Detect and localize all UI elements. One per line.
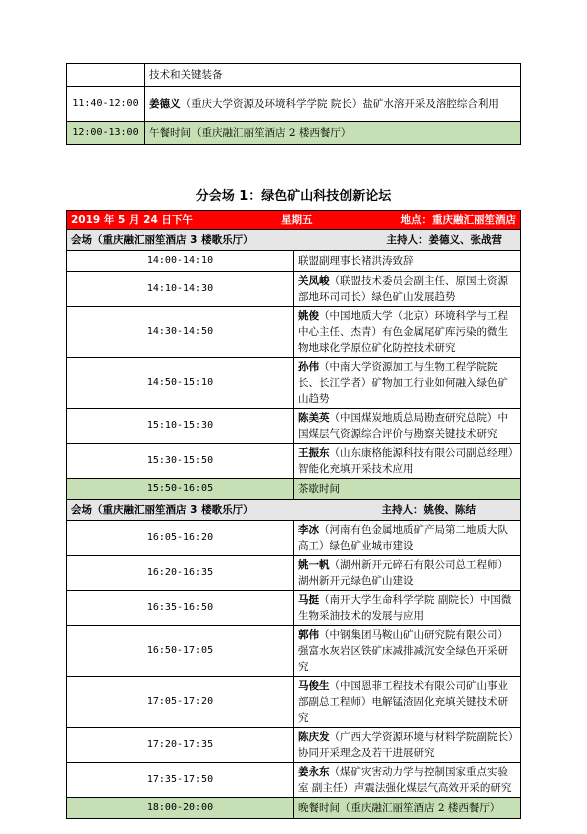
venue-cell	[67, 230, 521, 251]
content-cell	[294, 556, 521, 591]
speaker-name: 关凤峻	[298, 275, 330, 287]
time-cell: 16:20-16:35	[67, 556, 294, 591]
speaker-name: 姜德义	[149, 98, 181, 110]
table-row	[67, 64, 521, 87]
talk-text: （中国地质大学（北京）环境科学与工程中心主任、杰青）有色金属尾矿库污染的微生物地球化学原位矿化防控技术研究	[298, 310, 508, 354]
table-row	[67, 591, 521, 626]
time-cell: 11:40-12:00	[67, 87, 145, 122]
content-cell	[294, 409, 521, 444]
content-cell	[145, 122, 521, 145]
table-row	[67, 479, 521, 500]
talk-text: （联盟技术委员会副主任、原国土资源部地环司司长）绿色矿山发展趋势	[298, 275, 508, 303]
venue-text: 会场（重庆融汇丽笙酒店 3 楼歌乐厅）	[71, 504, 254, 516]
host-text: 主持人：姚俊、陈结	[381, 504, 476, 516]
speaker-name: 孙伟	[298, 361, 319, 373]
time-cell: 17:35-17:50	[67, 763, 294, 798]
content-cell	[294, 798, 521, 819]
speaker-name: 李冰	[298, 524, 319, 536]
speaker-name: 陈美英	[298, 412, 330, 424]
content-cell	[294, 272, 521, 307]
time-cell: 17:05-17:20	[67, 677, 294, 728]
venue-cell	[67, 500, 521, 521]
table-row	[67, 272, 521, 307]
talk-text: （中南大学资源加工与生物工程学院院长、长江学者）矿物加工行业如何融入绿色矿山趋势	[298, 361, 508, 405]
table-row	[67, 556, 521, 591]
forum-schedule-table	[66, 210, 521, 819]
time-cell: 15:50-16:05	[67, 479, 294, 500]
time-cell: 15:10-15:30	[67, 409, 294, 444]
date-header-cell	[67, 211, 521, 230]
content-cell	[145, 64, 521, 87]
talk-text: （中国恩菲工程技术有限公司矿山事业部副总工程师）电解锰渣固化充填关键技术研究	[298, 680, 508, 724]
talk-text: （中钢集团马鞍山矿山研究院有限公司）强富水灰岩区铁矿床减排减沉安全绿色开采研究	[298, 629, 508, 673]
time-cell: 16:50-17:05	[67, 626, 294, 677]
table-row	[67, 251, 521, 272]
content-cell	[294, 677, 521, 728]
speaker-name: 姚俊	[298, 310, 319, 322]
time-cell: 17:20-17:35	[67, 728, 294, 763]
time-cell: 12:00-13:00	[67, 122, 145, 145]
section-title: 分会场 1：绿色矿山科技创新论坛	[195, 189, 392, 204]
time-cell: 15:30-15:50	[67, 444, 294, 479]
speaker-name: 姚一帆	[298, 559, 330, 571]
content-cell	[294, 521, 521, 556]
venue-text: 会场（重庆融汇丽笙酒店 3 楼歌乐厅）	[71, 234, 254, 246]
talk-text: （湖州新开元碎石有限公司总工程师）湖州新开元绿色矿山建设	[298, 559, 508, 587]
table-row	[67, 358, 521, 409]
content-cell	[294, 251, 521, 272]
speaker-name: 王振东	[298, 447, 330, 459]
speaker-name: 马挺	[298, 594, 319, 606]
talk-text: （重庆大学资源及环境科学学院 院长）盐矿水溶开采及溶腔综合利用	[180, 98, 499, 110]
talk-text: （中国煤炭地质总局勘查研究总院）中国煤层气资源综合评价与勘察关键技术研究	[298, 412, 508, 440]
break-text: 晚餐时间（重庆融汇丽笙酒店 2 楼西餐厅）	[298, 802, 501, 814]
venue-row	[67, 500, 521, 521]
table-row	[67, 87, 521, 122]
talk-text: （河南有色金属地质矿产局第二地质大队高工）绿色矿业城市建设	[298, 524, 508, 552]
time-cell: 16:35-16:50	[67, 591, 294, 626]
talk-text: 联盟副理事长褚洪涛致辞	[298, 255, 414, 267]
break-text: 茶歇时间	[298, 483, 340, 495]
content-cell	[294, 444, 521, 479]
content-cell	[294, 358, 521, 409]
content-cell	[294, 307, 521, 358]
time-cell: 16:05-16:20	[67, 521, 294, 556]
speaker-name: 陈庆发	[298, 731, 330, 743]
content-cell	[145, 87, 521, 122]
time-cell: 14:00-14:10	[67, 251, 294, 272]
table-row	[67, 444, 521, 479]
speaker-name: 郭伟	[298, 629, 319, 641]
header-location: 地点：重庆融汇丽笙酒店	[400, 214, 516, 226]
table-row	[67, 677, 521, 728]
table-row	[67, 409, 521, 444]
table-row	[67, 763, 521, 798]
header-weekday: 星期五	[280, 214, 313, 226]
time-cell: 18:00-20:00	[67, 798, 294, 819]
table-row	[67, 521, 521, 556]
time-cell: 14:10-14:30	[67, 272, 294, 307]
host-text: 主持人：姜德义、张战营	[386, 234, 502, 246]
venue-row	[67, 230, 521, 251]
talk-text: （广西大学资源环境与材料学院副院长）协同开采理念及若干进展研究	[298, 731, 514, 759]
content-cell	[294, 591, 521, 626]
content-cell	[294, 626, 521, 677]
break-text: 午餐时间（重庆融汇丽笙酒店 2 楼西餐厅）	[149, 127, 352, 139]
top-schedule-table	[66, 63, 521, 145]
talk-text: 技术和关键装备	[149, 69, 223, 81]
content-cell	[294, 728, 521, 763]
table-row	[67, 728, 521, 763]
content-cell	[294, 763, 521, 798]
header-date: 2019 年 5 月 24 日下午	[71, 214, 193, 226]
table-row	[67, 307, 521, 358]
date-header-row	[67, 211, 521, 230]
time-cell	[67, 64, 145, 87]
content-cell	[294, 479, 521, 500]
time-cell: 14:30-14:50	[67, 307, 294, 358]
talk-text: （南开大学生命科学学院 副院长）中国微生物采油技术的发展与应用	[298, 594, 512, 622]
time-cell: 14:50-15:10	[67, 358, 294, 409]
speaker-name: 马俊生	[298, 680, 330, 692]
table-row	[67, 122, 521, 145]
table-row	[67, 798, 521, 819]
talk-text: （煤矿灾害动力学与控制国家重点实验室 副主任）声震法强化煤层气高效开采的研究	[298, 766, 512, 794]
table-row	[67, 626, 521, 677]
talk-text: （山东康格能源科技有限公司副总经理）智能化充填开采技术应用	[298, 447, 514, 475]
speaker-name: 姜永东	[298, 766, 330, 778]
